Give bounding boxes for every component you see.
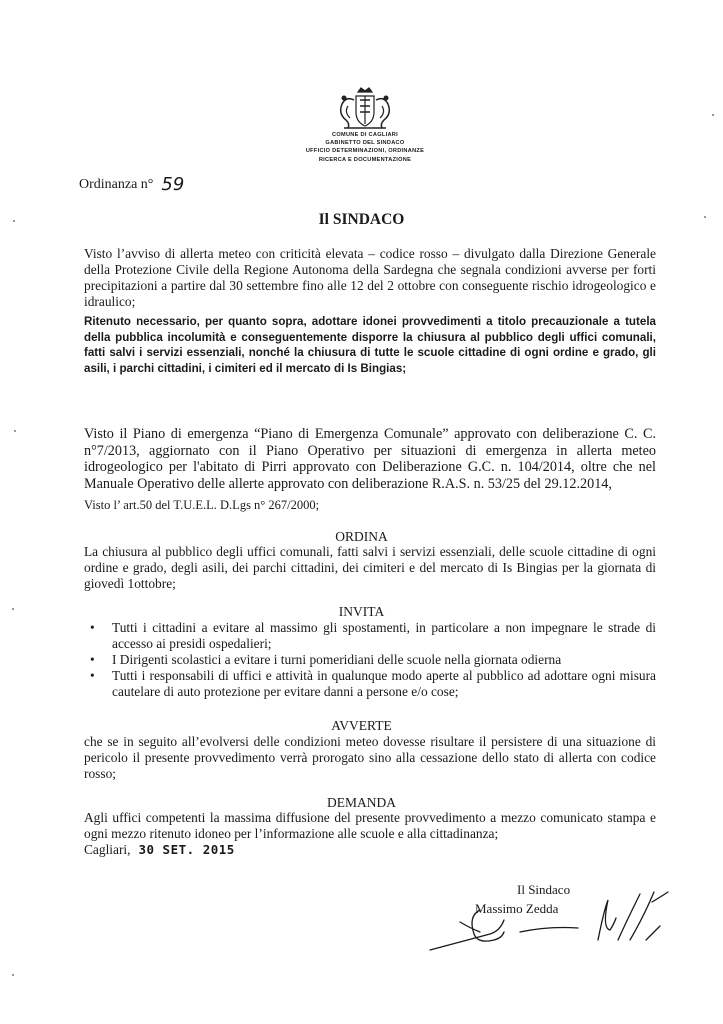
office-header <box>270 131 460 164</box>
handwritten-signature-icon <box>420 880 680 960</box>
paragraph-emergency-plan: Visto il Piano di emergenza “Piano di Emergenza Comunale” approvato con deliberazione C. C. n°7/2013, aggiornato con il Piano Operativo per situazioni di emergenza in allerta meteo idrogeologico per l'abitato di Pirri approvato con Deliberazione G.C. n. 104/2014, oltre che nel Manuale Operativo delle allerte approvato con deliberazione R.A.S. n. 53/25 del 29.12.2014, <box>84 426 656 492</box>
scan-speck <box>704 216 706 218</box>
paragraph-weather-alert: Visto l’avviso di allerta meteo con criticità elevata – codice rosso – divulgato dalla Direzione Generale della Protezione Civile della Regione Autonoma della Sardegna che segnala condizioni avverse per forti precipitazioni a partire dal 30 settembre fino alle 12 del 2 ottobre con conseguente rischio idrogeologico e idraulico; <box>84 246 656 309</box>
signatory-name: Massimo Zedda <box>475 901 559 916</box>
place: Cagliari, <box>84 842 131 857</box>
paragraph-ordina: La chiusura al pubblico degli uffici comunali, fatti salvi i servizi essenziali, delle scuole cittadine di ogni ordine e grado, degli asili, dei parchi cittadini, dei cimiteri e del mercato di Is Bingias per la giornata di giovedì 1ottobre; <box>84 544 656 591</box>
list-item: • Tutti i responsabili di uffici e attività in qualunque modo aperte al pubblico ad adottare ogni misura cautelare di auto protezione per evitare danni a persone e/o cose; <box>84 668 656 700</box>
ordinance-label: Ordinanza n° <box>79 177 154 192</box>
office-header-line: RICERCA E DOCUMENTAZIONE <box>318 156 412 163</box>
scan-speck <box>712 114 714 116</box>
list-item: • I Dirigenti scolastici a evitare i turni pomeridiani delle scuole nella giornata odierna <box>84 652 656 668</box>
signatory-role: Il Sindaco <box>517 882 571 897</box>
scan-speck <box>14 430 16 432</box>
document-title: Il SINDACO <box>318 211 405 228</box>
scan-speck <box>12 608 14 610</box>
date-stamp: 30 SET. 2015 <box>138 842 235 857</box>
list-item: • Tutti i cittadini a evitare al massimo gli spostamenti, in particolare a non impegnare le strade di accesso ai presidi ospedalieri; <box>84 620 656 652</box>
paragraph-avverte: che se in seguito all’evolversi delle condizioni meteo dovesse risultare il persistere di una situazione di pericolo il presente provvedimento verrà prorogato sino alla cessazione dello stato di allerta con codice rosso; <box>84 734 656 781</box>
invita-list <box>84 620 656 700</box>
ordinance-number: 59 <box>161 174 185 195</box>
office-header-line: GABINETTO DEL SINDACO <box>325 140 405 147</box>
office-header-line: COMUNE DI CAGLIARI <box>332 132 398 138</box>
heading-demanda: DEMANDA <box>327 795 396 810</box>
paragraph-demanda: Agli uffici competenti la massima diffusione del presente provvedimento a mezzo comunicato stampa e ogni mezzo ritenuto idoneo per l’informazione alle scuole e alla cittadinanza; <box>84 810 656 841</box>
place-date-line <box>84 842 235 858</box>
scan-speck <box>13 220 15 222</box>
office-header-line: UFFICIO DETERMINAZIONI, ORDINANZE <box>305 148 425 155</box>
heading-invita: INVITA <box>338 604 385 619</box>
municipal-crest-icon <box>330 86 400 132</box>
heading-ordina: ORDINA <box>335 529 388 544</box>
ordinance-number-line <box>79 175 184 193</box>
paragraph-tuel: Visto l’ art.50 del T.U.E.L. D.Lgs n° 267/2000; <box>84 498 320 512</box>
paragraph-precaution: Ritenuto necessario, per quanto sopra, adottare idonei provvedimenti a titolo precauzionale a tutela della pubblica incolumità e conseguentemente disporre la chiusura al pubblico degli uffici comunali, fatti salvi i servizi essenziali, nonché la chiusura di tutte le scuole cittadine di ogni ordine e grado, gli asili, i parchi cittadini, i cimiteri ed il mercato di Is Bingias; <box>84 315 656 375</box>
heading-avverte: AVVERTE <box>331 718 392 733</box>
scan-speck <box>12 974 14 976</box>
